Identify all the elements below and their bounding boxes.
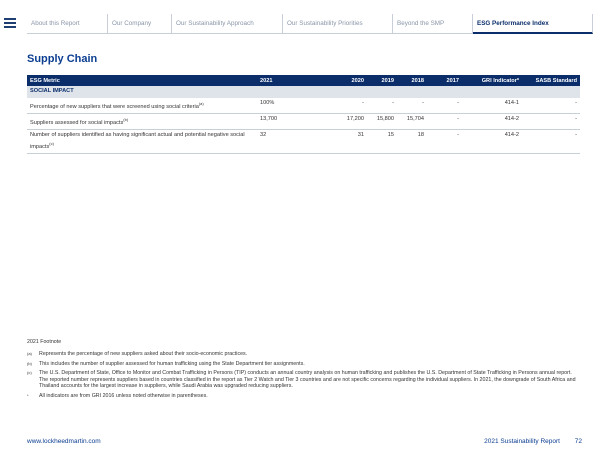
footnote-text: Represents the percentage of new suppliers asked about their socio-economic practices. bbox=[39, 351, 248, 357]
footnote-text: The U.S. Department of State, Office to Monitor and Combat Trafficking in Persons (TIP) conducts an annual country analysis on human trafficking and publishes the U.S. Department of State Trafficking in Persons annual report. The reported number represents suppliers based in countries classified in the report as Tier 2 Watch and Tier 3 countries and are not specific concerns regarding the individual suppliers. In 2021, the downgrade of South Africa and Thailand accounts for the largest increase in suppliers, while Saudi Arabia was upgraded reducing suppliers. bbox=[39, 370, 576, 389]
footnote bbox=[27, 351, 582, 358]
website-link[interactable]: www.lockheedmartin.com bbox=[27, 438, 101, 445]
footnote-mark: (a) bbox=[27, 351, 32, 356]
report-name: 2021 Sustainability Report bbox=[484, 438, 560, 445]
page-number: 72 bbox=[574, 438, 582, 445]
value-2021: 100% bbox=[257, 98, 327, 114]
table-row bbox=[27, 113, 580, 129]
header-2017: 2017 bbox=[427, 75, 462, 86]
value-2019: 15 bbox=[367, 130, 397, 154]
footnote-text: This includes the number of supplier assessed for human trafficking using the State Department tier assignments. bbox=[39, 360, 305, 367]
metric-cell: Suppliers assessed for social impacts$^{(b)}$ bbox=[27, 113, 257, 129]
value-2020: 31 bbox=[327, 130, 367, 154]
table-header-row bbox=[27, 75, 580, 86]
section-social-impact: SOCIAL IMPACT bbox=[27, 86, 580, 98]
header-esg-metric: ESG Metric bbox=[27, 75, 257, 86]
footnote bbox=[27, 370, 582, 390]
footnotes bbox=[27, 339, 582, 402]
header-2021: 2021 bbox=[257, 75, 327, 86]
gri-indicator: 414-1 bbox=[462, 98, 522, 114]
table-row bbox=[27, 98, 580, 114]
tab-our-sustainability-priorities[interactable]: Our Sustainability Priorities bbox=[283, 14, 393, 34]
tab-beyond-the-smp[interactable]: Beyond the SMP bbox=[393, 14, 473, 34]
value-2018: 18 bbox=[397, 130, 427, 154]
table-row bbox=[27, 130, 580, 154]
header-sasb-standard: SASB Standard bbox=[522, 75, 580, 86]
tab-about-this-report[interactable]: About this Report bbox=[27, 14, 108, 34]
footnote bbox=[27, 361, 582, 368]
header-2020: 2020 bbox=[327, 75, 367, 86]
value-2020: 17,200 bbox=[327, 113, 367, 129]
value-2019: 15,800 bbox=[367, 113, 397, 129]
value-2018: 15,704 bbox=[397, 113, 427, 129]
menu-icon[interactable] bbox=[4, 18, 16, 28]
value-2021: 32 bbox=[257, 130, 327, 154]
value-2018: - bbox=[397, 98, 427, 114]
sasb-standard: - bbox=[522, 130, 580, 154]
footnote-mark: (b) bbox=[27, 360, 32, 366]
value-2021: 13,700 bbox=[257, 113, 327, 129]
tab-our-company[interactable]: Our Company bbox=[108, 14, 172, 34]
sasb-standard: - bbox=[522, 98, 580, 114]
footnote-mark: (c) bbox=[27, 370, 32, 375]
header-2019: 2019 bbox=[367, 75, 397, 86]
footnote bbox=[27, 393, 582, 400]
metric-cell: Number of suppliers identified as having significant actual and potential negative social impacts$^{(c)}$ bbox=[27, 130, 257, 154]
footnote-mark: * bbox=[27, 392, 29, 398]
top-navigation bbox=[0, 14, 600, 34]
value-2019: - bbox=[367, 98, 397, 114]
tab-our-sustainability-approach[interactable]: Our Sustainability Approach bbox=[172, 14, 283, 34]
header-gri-indicator: GRI Indicator* bbox=[462, 75, 522, 86]
supply-chain-table bbox=[27, 75, 580, 154]
metric-cell: Percentage of new suppliers that were screened using social criteria$^{(a)}$ bbox=[27, 98, 257, 114]
value-2017: - bbox=[427, 98, 462, 114]
sasb-standard: - bbox=[522, 113, 580, 129]
header-2018: 2018 bbox=[397, 75, 427, 86]
value-2017: - bbox=[427, 113, 462, 129]
footnotes-title: 2021 Footnote bbox=[27, 339, 62, 345]
value-2020: - bbox=[327, 98, 367, 114]
tab-esg-performance-index[interactable]: ESG Performance Index bbox=[473, 14, 593, 34]
footnote-text: All indicators are from GRI 2016 unless noted otherwise in parentheses. bbox=[39, 392, 208, 399]
nav-tabs bbox=[27, 14, 593, 34]
page-title: Supply Chain bbox=[27, 53, 98, 65]
section-row bbox=[27, 86, 580, 98]
gri-indicator: 414-2 bbox=[462, 130, 522, 154]
gri-indicator: 414-2 bbox=[462, 113, 522, 129]
value-2017: - bbox=[427, 130, 462, 154]
